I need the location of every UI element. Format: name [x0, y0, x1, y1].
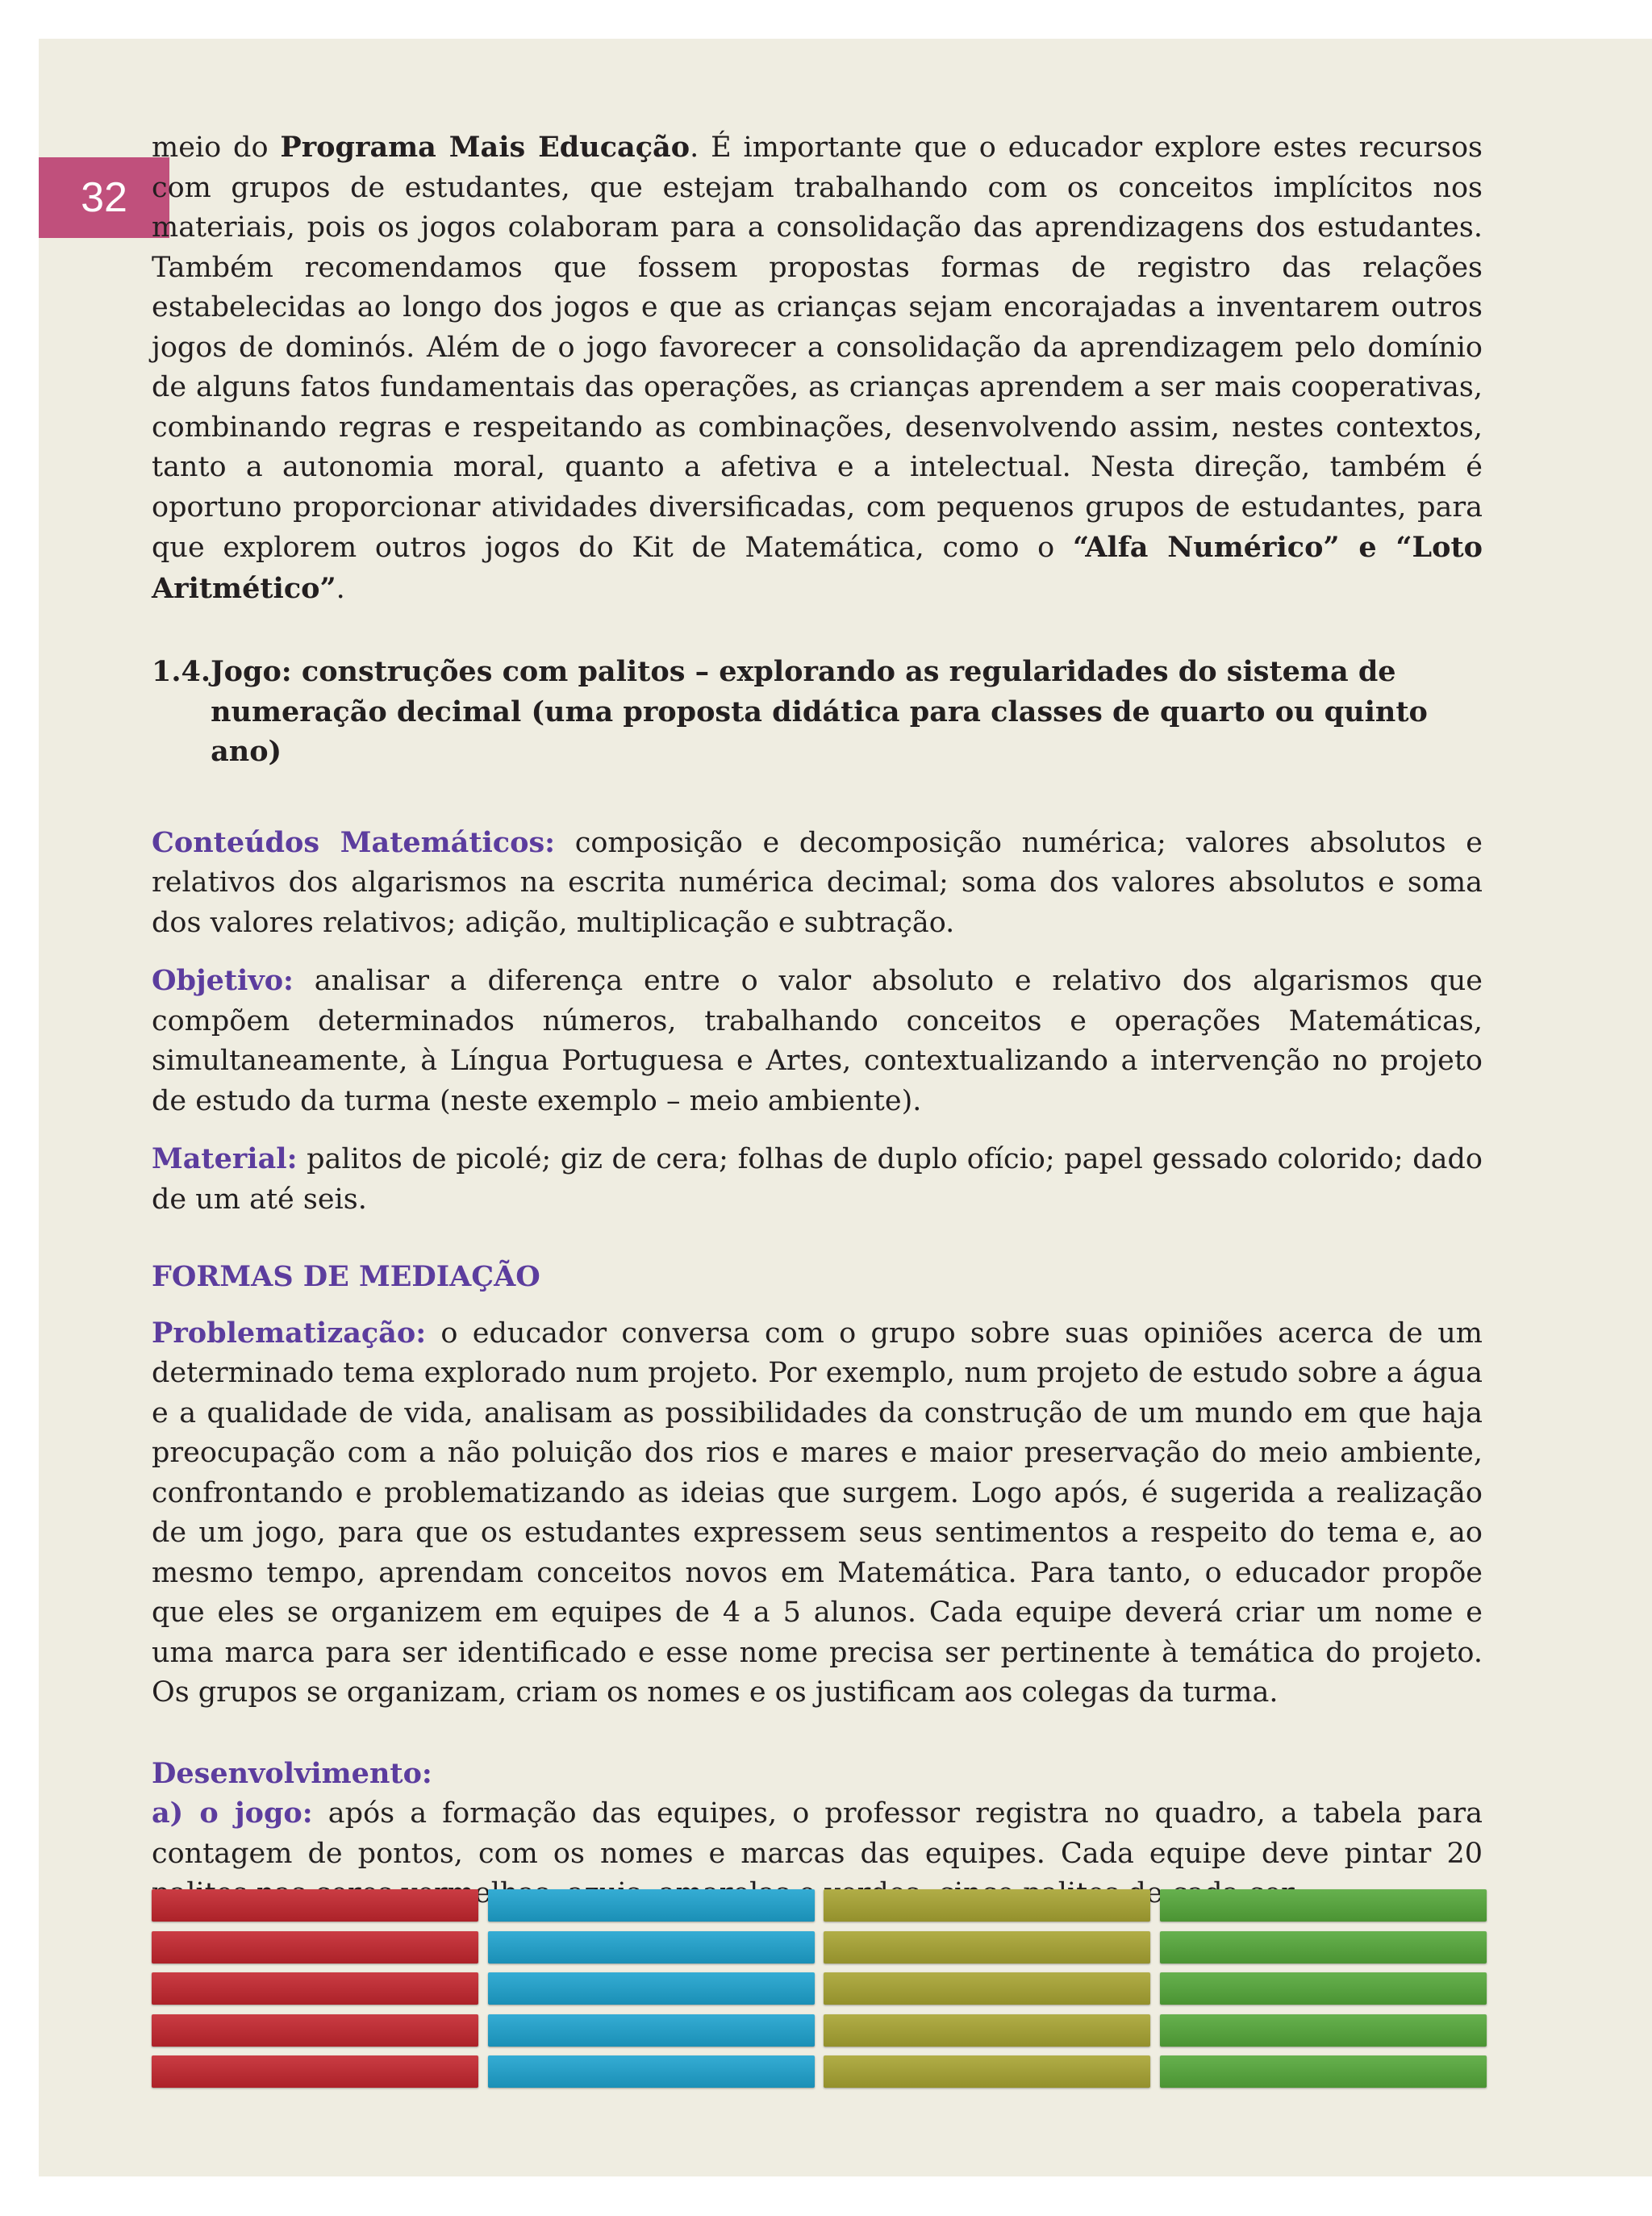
- stick-blue: [488, 1889, 815, 1922]
- stick-green: [1160, 2014, 1487, 2047]
- stick-green: [1160, 1972, 1487, 2005]
- material-label: Material:: [152, 1142, 298, 1175]
- intro-bold-games: “Alfa Numérico” e “Loto Aritmético”: [152, 531, 1483, 605]
- stick-column-yellow: [824, 1889, 1150, 2088]
- material-text: palitos de picolé; giz de cera; folhas de duplo ofício; papel gessado colorido; dado de um até seis.: [152, 1143, 1483, 1216]
- intro-paragraph: [152, 127, 1483, 609]
- stick-red: [152, 1972, 478, 2005]
- jogo-label: a) o jogo:: [152, 1797, 313, 1830]
- intro-pre: meio do: [152, 131, 281, 164]
- main-content: [152, 127, 1483, 1914]
- intro-text: . É importante que o educador explore estes recursos com grupos de estudantes, que estejam trabalhando com os conceitos implícitos nos materiais, pois os jogos colaboram para a consolidação das aprendizagens dos estudantes. Também recomendamos que fossem propostas formas de registro das relações estabelecidas ao longo dos jogos e que as crianças sejam encorajadas a inventarem outros jogos de dominós. Além de o jogo favorecer a consolidação da aprendizagem pelo domínio de alguns fatos fundamentais das operações, as crianças aprendem a ser mais cooperativas, combinando regras e respeitando as combinações, desenvolvendo assim, nestes contextos, tanto a autonomia moral, quanto a afetiva e a intelectual. Nesta direção, também é oportuno proporcionar atividades diversificadas, com pequenos grupos de estudantes, para que explorem outros jogos do Kit de Matemática, como o: [152, 131, 1483, 564]
- colored-sticks-illustration: [152, 1889, 1487, 2088]
- stick-column-red: [152, 1889, 478, 2088]
- section-heading: [152, 652, 1483, 772]
- intro-bold-program: Programa Mais Educação: [280, 131, 690, 164]
- stick-yellow: [824, 1972, 1150, 2005]
- material-paragraph: [152, 1139, 1483, 1220]
- problematizacao-paragraph: [152, 1313, 1483, 1713]
- formas-heading: FORMAS DE MEDIAÇÃO: [152, 1260, 540, 1293]
- stick-column-blue: [488, 1889, 815, 2088]
- page-number: 32: [81, 174, 127, 221]
- objetivo-paragraph: [152, 961, 1483, 1121]
- stick-green: [1160, 1931, 1487, 1964]
- desenvolvimento-label: Desenvolvimento:: [152, 1756, 432, 1790]
- stick-red: [152, 1889, 478, 1922]
- stick-blue: [488, 2055, 815, 2088]
- page-number-tab: [39, 157, 169, 238]
- objetivo-label: Objetivo:: [152, 964, 294, 997]
- stick-green: [1160, 2055, 1487, 2088]
- stick-column-green: [1160, 1889, 1487, 2088]
- problematizacao-text: o educador conversa com o grupo sobre suas opiniões acerca de um determinado tema explorado num projeto. Por exemplo, num projeto de estudo sobre a água e a qualidade de vida, analisam as possibilidades da construção de um mundo em que haja preocupação com a não poluição dos rios e mares e maior preservação do meio ambiente, confrontando e problematizando as ideias que surgem. Logo após, é sugerida a realização de um jogo, para que os estudantes expressem seus sentimentos a respeito do tema e, ao mesmo tempo, aprendam conceitos novos em Matemática. Para tanto, o educador propõe que eles se organizem em equipes de 4 a 5 alunos. Cada equipe deverá criar um nome e uma marca para ser identificado e esse nome precisa ser pertinente à temática do projeto. Os grupos se organizam, criam os nomes e os justificam aos colegas da turma.: [152, 1317, 1483, 1709]
- conteudos-label: Conteúdos Matemáticos:: [152, 825, 556, 859]
- stick-red: [152, 2014, 478, 2047]
- stick-blue: [488, 2014, 815, 2047]
- stick-red: [152, 2055, 478, 2088]
- conteudos-paragraph: [152, 823, 1483, 944]
- stick-yellow: [824, 1889, 1150, 1922]
- stick-yellow: [824, 2055, 1150, 2088]
- section-number: 1.4.: [152, 655, 211, 688]
- stick-blue: [488, 1972, 815, 2005]
- objetivo-text: analisar a diferença entre o valor absoluto e relativo dos algarismos que compõem determinados números, trabalhando conceitos e operações Matemáticas, simultaneamente, à Língua Portuguesa e Artes, contextualizando a intervenção no projeto de estudo da turma (neste exemplo – meio ambiente).: [152, 965, 1483, 1117]
- stick-yellow: [824, 1931, 1150, 1964]
- stick-blue: [488, 1931, 815, 1964]
- intro-end: .: [336, 572, 345, 605]
- desenvolvimento-text: após a formação das equipes, o professor registra no quadro, a tabela para contagem de pontos, com os nomes e marcas das equipes. Cada equipe deve pintar 20 vermelhas,: [152, 1797, 1483, 1909]
- problematizacao-label: Problematização:: [152, 1316, 427, 1350]
- section-title: Jogo: construções com palitos – explorando as regularidades do sistema de numeração decimal (uma proposta didática para classes de quarto ou quinto ano): [211, 655, 1428, 768]
- stick-red: [152, 1931, 478, 1964]
- stick-yellow: [824, 2014, 1150, 2047]
- conteudos-text: composição e decomposição numérica; valores absolutos e relativos dos algarismos na escrita numérica decimal; soma dos valores absolutos e soma dos valores relativos; adição, multiplicação e subtração.: [152, 826, 1483, 939]
- stick-green: [1160, 1889, 1487, 1922]
